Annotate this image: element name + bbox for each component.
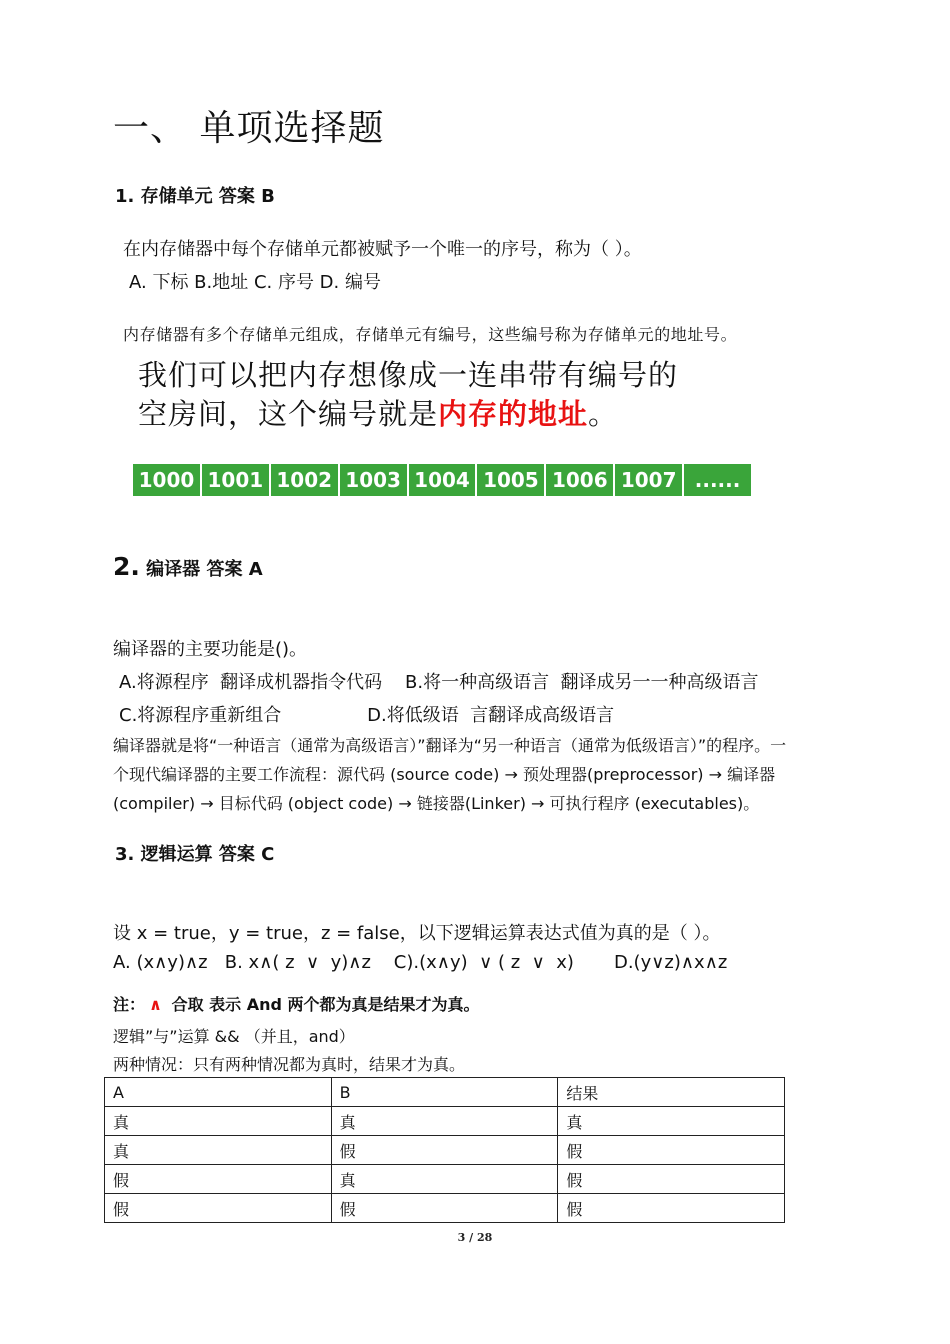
table-header-row <box>105 1078 785 1107</box>
address-cell: 1003 <box>340 464 409 496</box>
slide-line-2-suffix: 。 <box>588 397 619 431</box>
q2-options-line-2: C.将源程序重新组合 D.将低级语 言翻译成高级语言 <box>119 705 615 726</box>
note-text: 合取 表示 And 两个都为真是结果才为真。 <box>166 995 480 1014</box>
address-cell: 1001 <box>202 464 271 496</box>
table-cell: 假 <box>105 1165 332 1194</box>
section-title: 一、 单项选择题 <box>113 108 385 149</box>
q2-question: 编译器的主要功能是()。 <box>113 639 308 660</box>
q1-question: 在内存储器中每个存储单元都被赋予一个唯一的序号，称为（ ）。 <box>123 239 642 260</box>
table-cell: 假 <box>558 1194 785 1223</box>
table-row <box>105 1165 785 1194</box>
address-cell-ellipsis: ...... <box>694 468 741 492</box>
and-operator-line: 逻辑”与”运算 && （并且，and） <box>113 1027 355 1046</box>
q2-explanation-line-2: 个现代编译器的主要工作流程：源代码 (source code) → 预处理器(preprocessor) → 编译器 <box>113 765 776 784</box>
table-cell: 真 <box>558 1107 785 1136</box>
truth-table <box>104 1077 785 1223</box>
table-row <box>105 1107 785 1136</box>
table-cell: 真 <box>105 1136 332 1165</box>
table-header-cell: A <box>105 1078 332 1107</box>
q1-options: A. 下标 B.地址 C. 序号 D. 编号 <box>129 272 381 293</box>
slide-line-2 <box>138 392 618 433</box>
table-cell: 假 <box>331 1194 558 1223</box>
and-symbol: ∧ <box>149 995 163 1014</box>
q1-explanation: 内存储器有多个存储单元组成，存储单元有编号，这些编号称为存储单元的地址号。 <box>123 325 738 344</box>
memory-address-highlight: 内存的地址 <box>438 397 589 431</box>
q2-explanation-line-1: 编译器就是将“一种语言（通常为高级语言）”翻译为“另一种语言（通常为低级语言）”的程序。一 <box>113 736 787 755</box>
q1-heading: 1. 存储单元 答案 B <box>115 186 275 207</box>
cases-line: 两种情况：只有两种情况都为真时，结果才为真。 <box>113 1055 466 1074</box>
page-number: 3 / 28 <box>457 1231 493 1244</box>
q3-question: 设 x = true，y = true，z = false，以下逻辑运算表达式值为真的是（ ）。 <box>113 923 721 944</box>
address-cell: 1007 <box>615 464 684 496</box>
table-cell: 假 <box>558 1165 785 1194</box>
table-cell: 真 <box>105 1107 332 1136</box>
q2-explanation-line-3: (compiler) → 目标代码 (object code) → 链接器(Linker) → 可执行程序 (executables)。 <box>113 794 760 813</box>
address-cell: 1004 <box>409 464 478 496</box>
slide-line-2-prefix: 空房间，这个编号就是 <box>138 397 439 431</box>
table-cell: 假 <box>558 1136 785 1165</box>
q2-heading <box>113 552 263 581</box>
q2-options-line-1: A.将源程序 翻译成机器指令代码 B.将一种高级语言 翻译成另一一种高级语言 <box>119 672 759 693</box>
table-cell: 真 <box>331 1165 558 1194</box>
address-cell: 1006 <box>546 464 615 496</box>
q2-heading-number: 2. <box>113 552 140 581</box>
slide-line-1: 我们可以把内存想像成一连串带有编号的 <box>138 358 679 392</box>
q3-heading: 3. 逻辑运算 答案 C <box>115 844 275 865</box>
note-label: 注： <box>113 995 146 1014</box>
address-cell: 1000 <box>133 464 202 496</box>
memory-address-bar <box>133 464 751 496</box>
address-cell: 1002 <box>271 464 340 496</box>
table-header-cell: 结果 <box>558 1078 785 1107</box>
q3-note <box>113 992 480 1015</box>
table-cell: 假 <box>331 1136 558 1165</box>
q2-heading-text: 编译器 答案 A <box>139 559 263 580</box>
table-cell: 假 <box>105 1194 332 1223</box>
table-header-cell: B <box>331 1078 558 1107</box>
q3-options: A. (x∧y)∧z B. x∧( z ∨ y)∧z C).(x∧y) ∨ ( z ∨ x) D.(y∨z)∧x∧z <box>113 952 728 973</box>
address-cell: 1005 <box>477 464 546 496</box>
table-row <box>105 1194 785 1223</box>
table-cell: 真 <box>331 1107 558 1136</box>
table-row <box>105 1136 785 1165</box>
